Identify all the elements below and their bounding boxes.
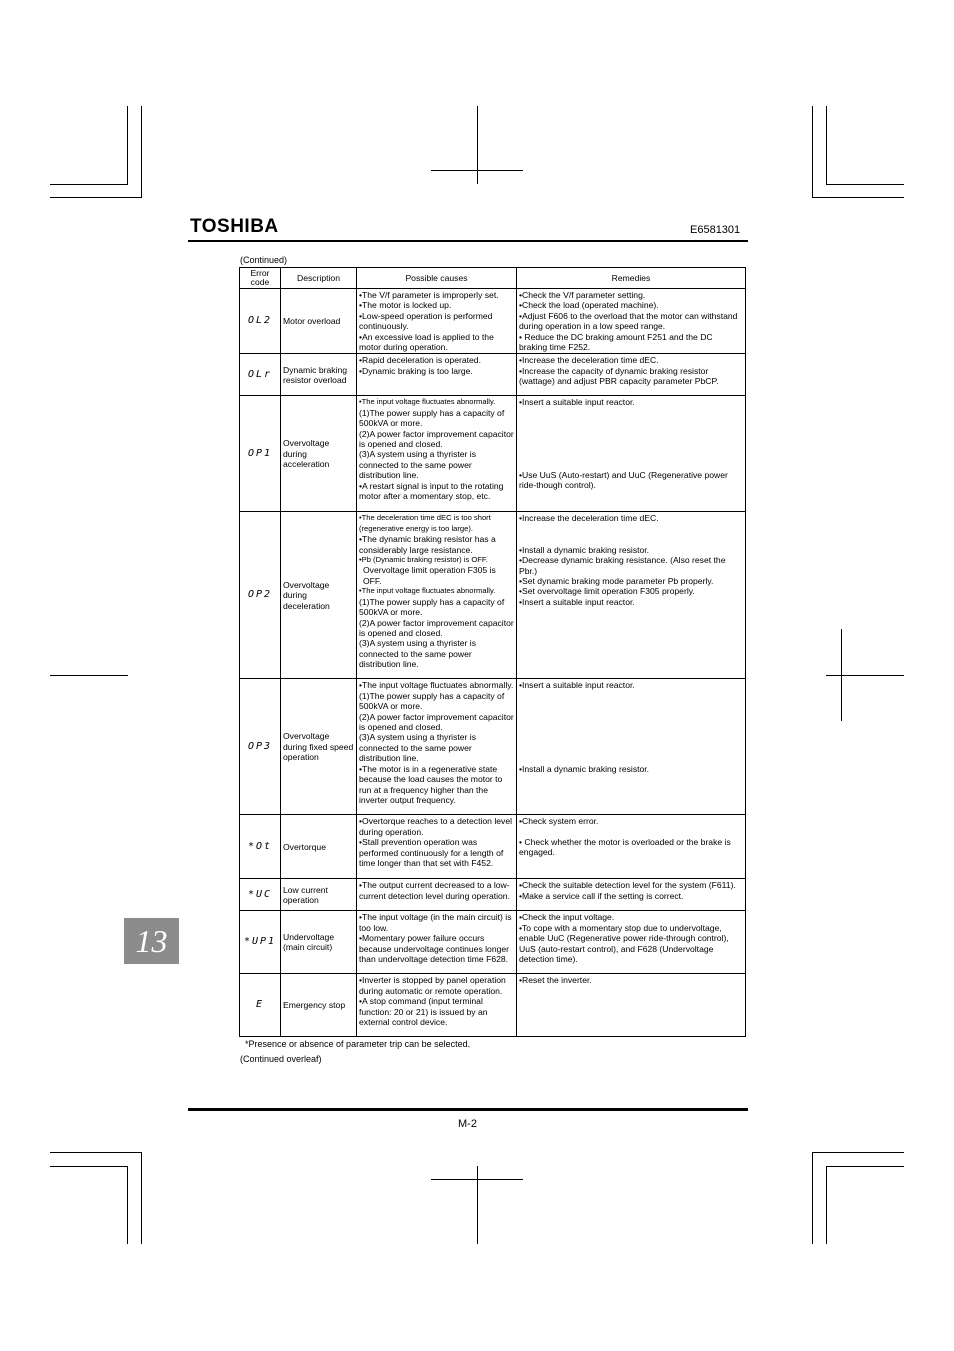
cause-item: •Pb (Dynamic braking resistor) is OFF. bbox=[359, 555, 488, 565]
table-row bbox=[240, 815, 746, 879]
crop-mark bbox=[826, 1166, 827, 1244]
header-rule bbox=[188, 240, 748, 242]
table-row bbox=[240, 911, 746, 974]
cause-item: (2)A power factor improvement capacitor is opened and closed. bbox=[359, 617, 514, 638]
possible-causes bbox=[357, 911, 517, 974]
cause-item: •The motor is locked up. bbox=[359, 300, 452, 311]
header-description: Description bbox=[281, 268, 357, 289]
table-row bbox=[240, 289, 746, 354]
remedy-item: •Set overvoltage limit operation F305 properly. bbox=[519, 586, 695, 597]
table-row bbox=[240, 879, 746, 911]
error-code: OP2 bbox=[240, 512, 281, 679]
crop-mark bbox=[477, 1166, 478, 1244]
error-description: Low current operation bbox=[281, 879, 357, 911]
cause-item: •Dynamic braking is too large. bbox=[359, 365, 473, 376]
remedy-item: •To cope with a momentary stop due to undervoltage, enable UuC (Regenerative power ride-through control), UuS (auto-restart control), and F628 (Undervoltage detection time). bbox=[519, 922, 729, 965]
cause-item: (3)A system using a thyrister is connected to the same power distribution line. bbox=[359, 638, 477, 670]
crop-mark bbox=[431, 1179, 523, 1180]
error-code: *Ot bbox=[240, 815, 281, 879]
document-number: E6581301 bbox=[690, 224, 741, 236]
remedy-item: •Increase the capacity of dynamic braking resistor (wattage) and adjust PBR capacity parameter PbCP. bbox=[519, 365, 719, 387]
cause-item: •The input voltage fluctuates abnormally. bbox=[359, 397, 496, 407]
error-code: OP1 bbox=[240, 396, 281, 512]
error-description: Motor overload bbox=[281, 289, 357, 354]
remedy-item: •Set dynamic braking mode parameter Pb properly. bbox=[519, 576, 714, 587]
crop-mark bbox=[50, 1152, 142, 1153]
remedy-item: •Insert a suitable input reactor. bbox=[519, 397, 635, 408]
possible-causes bbox=[357, 815, 517, 879]
cause-item: (3)A system using a thyrister is connected to the same power distribution line. bbox=[359, 732, 477, 764]
table-row bbox=[240, 354, 746, 396]
cause-item: •The input voltage fluctuates abnormally. bbox=[359, 680, 514, 691]
remedy-item: •Increase the deceleration time dEC. bbox=[519, 355, 659, 366]
cause-item: •Rapid deceleration is operated. bbox=[359, 355, 481, 366]
cause-item: Overvoltage limit operation F305 is OFF. bbox=[363, 565, 496, 586]
error-code: OL2 bbox=[240, 289, 281, 354]
error-description: Overvoltage during acceleration bbox=[281, 396, 357, 512]
error-code: OP3 bbox=[240, 679, 281, 815]
crop-mark bbox=[127, 106, 128, 184]
possible-causes bbox=[357, 289, 517, 354]
error-description: Undervoltage (main circuit) bbox=[281, 911, 357, 974]
cause-item: •A restart signal is input to the rotating motor after a momentary stop, etc. bbox=[359, 480, 504, 502]
crop-mark bbox=[812, 1152, 904, 1153]
possible-causes bbox=[357, 679, 517, 815]
remedy-item: •Check the load (operated machine). bbox=[519, 300, 659, 311]
crop-mark bbox=[826, 675, 904, 676]
crop-mark bbox=[50, 675, 128, 676]
error-code: *UC bbox=[240, 879, 281, 911]
cause-item: •The V/f parameter is improperly set. bbox=[359, 290, 499, 300]
crop-mark bbox=[826, 184, 904, 185]
chapter-tab: 13 bbox=[124, 918, 179, 964]
table-row bbox=[240, 974, 746, 1037]
remedy-item: •Insert a suitable input reactor. bbox=[519, 596, 635, 607]
cause-item: •An excessive load is applied to the motor during operation. bbox=[359, 331, 494, 353]
remedies bbox=[517, 815, 746, 879]
possible-causes bbox=[357, 396, 517, 512]
header-error-code: Error code bbox=[240, 268, 281, 289]
header-remedies: Remedies bbox=[517, 268, 746, 289]
cause-item: •Low-speed operation is performed continuously. bbox=[359, 310, 493, 332]
cause-item: •A stop command (input terminal function: 20 or 21) is issued by an external control device. bbox=[359, 996, 488, 1028]
remedies bbox=[517, 974, 746, 1037]
cause-item: (1)The power supply has a capacity of 500kVA or more. bbox=[359, 407, 505, 429]
remedy-item: •Check the input voltage. bbox=[519, 912, 615, 923]
error-table bbox=[239, 267, 746, 1037]
cause-item: •Momentary power failure occurs because undervoltage continues longer than undervoltage detection time F628. bbox=[359, 933, 510, 965]
possible-causes bbox=[357, 354, 517, 396]
crop-mark bbox=[50, 184, 128, 185]
error-description: Overtorque bbox=[281, 815, 357, 879]
table-row bbox=[240, 679, 746, 815]
footer-rule bbox=[188, 1108, 748, 1111]
possible-causes bbox=[357, 974, 517, 1037]
error-code: OLr bbox=[240, 354, 281, 396]
cause-item: •The input voltage (in the main circuit) is too low. bbox=[359, 912, 512, 933]
cause-item: •The input voltage fluctuates abnormally. bbox=[359, 586, 496, 596]
cause-item: (3)A system using a thyrister is connected to the same power distribution line. bbox=[359, 449, 477, 481]
remedy-item: •Decrease dynamic braking resistance. (Also reset the Pbr.) bbox=[519, 555, 726, 576]
table-row bbox=[240, 396, 746, 512]
error-description: Emergency stop bbox=[281, 974, 357, 1037]
cause-item: •The output current decreased to a low-current detection level during operation. bbox=[359, 880, 510, 901]
page-number: M-2 bbox=[458, 1118, 477, 1130]
remedies bbox=[517, 354, 746, 396]
remedy-item: • Check whether the motor is overloaded or the brake is engaged. bbox=[519, 836, 731, 858]
remedy-item: •Check the suitable detection level for the system (F611). bbox=[519, 880, 736, 891]
crop-mark bbox=[477, 106, 478, 184]
error-description: Overvoltage during fixed speed operation bbox=[281, 679, 357, 815]
remedy-item: •Increase the deceleration time dEC. bbox=[519, 513, 659, 524]
crop-mark bbox=[127, 1166, 128, 1244]
table-row bbox=[240, 512, 746, 679]
remedies bbox=[517, 879, 746, 911]
continued-label: (Continued) bbox=[240, 255, 288, 265]
remedies bbox=[517, 289, 746, 354]
brand-logo: TOSHIBA bbox=[190, 216, 279, 237]
error-description: Dynamic braking resistor overload bbox=[281, 354, 357, 396]
crop-mark bbox=[141, 1152, 142, 1244]
cause-item: (1)The power supply has a capacity of 500kVA or more. bbox=[359, 690, 505, 712]
remedies bbox=[517, 396, 746, 512]
error-description: Overvoltage during deceleration bbox=[281, 512, 357, 679]
remedy-item: •Install a dynamic braking resistor. bbox=[519, 544, 650, 555]
remedies bbox=[517, 512, 746, 679]
cause-item: •Overtorque reaches to a detection level during operation. bbox=[359, 816, 513, 837]
cause-item: •Stall prevention operation was performed continuously for a length of time longer than that set with F452. bbox=[359, 837, 504, 869]
table-header-row bbox=[240, 268, 746, 289]
cause-item: (2)A power factor improvement capacitor is opened and closed. bbox=[359, 428, 514, 450]
continued-overleaf: (Continued overleaf) bbox=[240, 1054, 322, 1064]
remedies bbox=[517, 679, 746, 815]
crop-mark bbox=[431, 170, 523, 171]
crop-mark bbox=[826, 1166, 904, 1167]
cause-item: •The dynamic braking resistor has a considerably large resistance. bbox=[359, 534, 496, 555]
crop-mark bbox=[50, 197, 142, 198]
crop-mark bbox=[141, 106, 142, 198]
header-possible-causes: Possible causes bbox=[357, 268, 517, 289]
remedy-item: •Make a service call if the setting is correct. bbox=[519, 890, 684, 901]
remedy-item: •Install a dynamic braking resistor. bbox=[519, 763, 650, 774]
remedies bbox=[517, 911, 746, 974]
remedy-item: • Reduce the DC braking amount F251 and the DC braking time F252. bbox=[519, 331, 713, 353]
crop-mark bbox=[812, 197, 904, 198]
cause-item: (2)A power factor improvement capacitor is opened and closed. bbox=[359, 711, 514, 733]
cause-item: •Inverter is stopped by panel operation during automatic or remote operation. bbox=[359, 975, 506, 996]
remedy-item: •Use UuS (Auto-restart) and UuC (Regenerative power ride-though control). bbox=[519, 469, 728, 491]
error-code: E bbox=[240, 974, 281, 1037]
remedy-item: •Check system error. bbox=[519, 816, 599, 827]
possible-causes bbox=[357, 512, 517, 679]
crop-mark bbox=[826, 106, 827, 184]
possible-causes bbox=[357, 879, 517, 911]
cause-item: •The deceleration time dEC is too short (regenerative energy is too large). bbox=[359, 513, 491, 533]
error-code: *UP1 bbox=[240, 911, 281, 974]
remedy-item: •Adjust F606 to the overload that the motor can withstand during operation in a low speed range. bbox=[519, 310, 738, 332]
cause-item: •The motor is in a regenerative state because the load causes the motor to run at a frequency higher than the inverter output frequency. bbox=[359, 763, 503, 805]
crop-mark bbox=[812, 106, 813, 198]
crop-mark bbox=[812, 1152, 813, 1244]
footnote: *Presence or absence of parameter trip can be selected. bbox=[245, 1039, 471, 1049]
remedy-item: •Reset the inverter. bbox=[519, 975, 592, 986]
remedy-item: •Check the V/f parameter setting. bbox=[519, 290, 646, 300]
cause-item: (1)The power supply has a capacity of 500kVA or more. bbox=[359, 596, 505, 618]
crop-mark bbox=[50, 1166, 128, 1167]
remedy-item: •Insert a suitable input reactor. bbox=[519, 680, 635, 691]
